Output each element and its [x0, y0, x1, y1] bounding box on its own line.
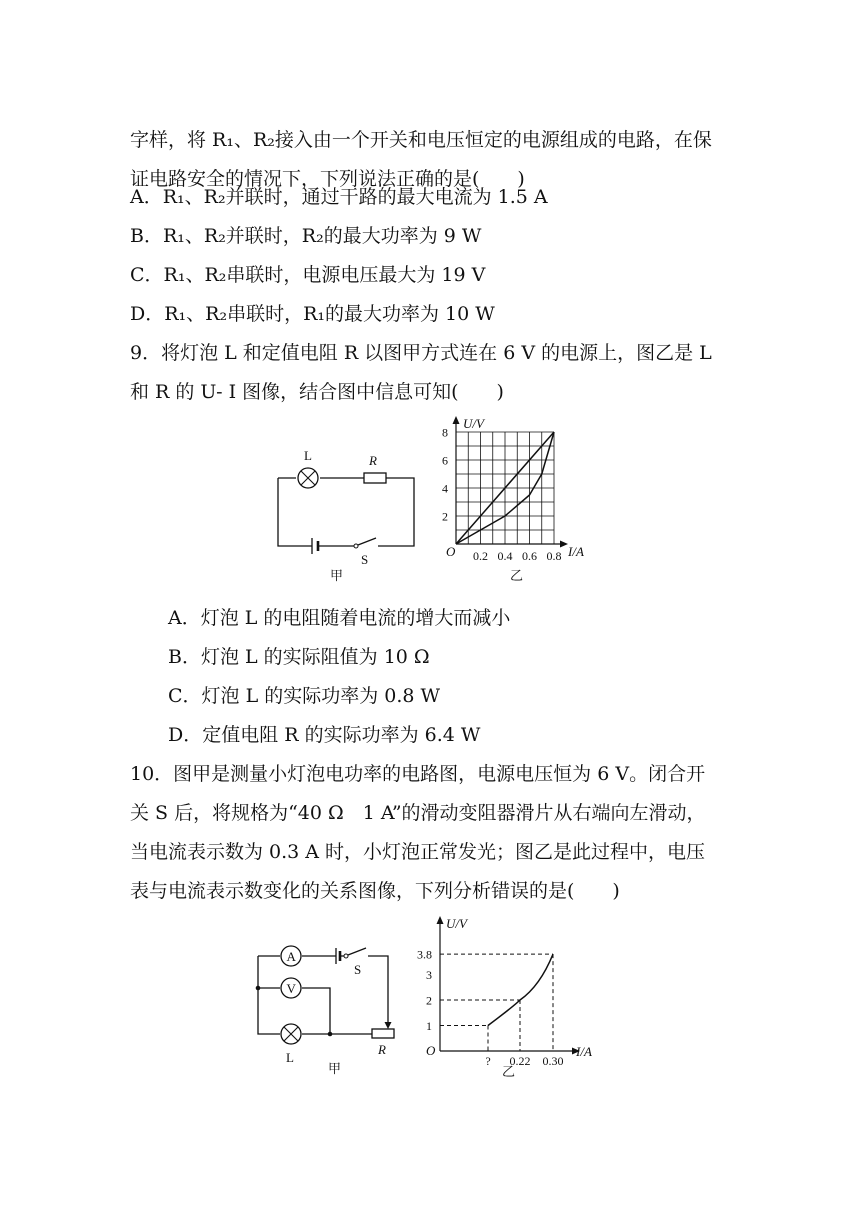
figure-caption-jia: 甲: [328, 1061, 342, 1076]
resistor-label: R: [378, 1042, 386, 1057]
x-tick-label: ?: [485, 1054, 491, 1068]
y-tick-label: 2: [442, 509, 448, 524]
svg-text:V: V: [286, 981, 296, 996]
q10-x-ticks: [485, 1054, 563, 1068]
switch-icon: [344, 948, 366, 958]
resistor-icon: [364, 473, 386, 483]
origin-label: O: [426, 1043, 436, 1058]
q9-y-ticks: [442, 426, 448, 524]
q9-stem-line-1: 9．将灯泡 L 和定值电阻 R 以图甲方式连在 6 V 的电源上，图乙是 L: [130, 342, 712, 364]
ammeter-icon: [281, 946, 301, 966]
figure-caption-jia: 甲: [330, 568, 344, 583]
x-tick-label: 0.4: [497, 549, 513, 563]
y-axis-arrow: [453, 416, 460, 424]
x-axis-arrow: [560, 541, 568, 548]
q8-option-b: B．R₁、R₂并联时，R₂的最大功率为 9 W: [130, 225, 482, 247]
svg-text:A: A: [286, 949, 296, 964]
x-tick-label: 0.30: [542, 1054, 564, 1068]
rheostat-icon: [372, 1006, 394, 1038]
y-tick-label: 3: [426, 968, 432, 982]
q10-stem-line-4: 表与电流表示数变化的关系图像，下列分析错误的是( ): [130, 880, 620, 902]
q9-option-b: B．灯泡 L 的实际阻值为 10 Ω: [168, 646, 430, 668]
q9-option-c: C．灯泡 L 的实际功率为 0.8 W: [168, 685, 441, 707]
figure-caption-yi: 乙: [510, 568, 524, 583]
q10-stem-line-2: 关 S 后，将规格为“40 Ω 1 A”的滑动变阻器滑片从右端向左滑动，: [130, 802, 706, 824]
y-tick-label: 1: [426, 1019, 432, 1033]
switch-icon: [354, 538, 376, 548]
q8-option-a: A．R₁、R₂并联时，通过干路的最大电流为 1.5 A: [130, 186, 548, 208]
y-axis-arrow: [437, 916, 444, 924]
lamp-label: L: [304, 448, 312, 463]
x-axis-label: I/A: [576, 1044, 592, 1059]
origin-label: O: [446, 544, 456, 559]
q10-ui-graph: [410, 912, 610, 1082]
x-tick-label: 0.8: [546, 549, 562, 563]
q8-stem-line-2: 证电路安全的情况下，下列说法正确的是( ): [130, 168, 525, 190]
q10-stem-line-1: 10．图甲是测量小灯泡电功率的电路图，电源电压恒为 6 V。闭合开: [130, 763, 706, 785]
y-tick-label: 8: [442, 425, 448, 440]
resistor-label: R: [369, 453, 377, 468]
x-tick-label: 0.22: [509, 1054, 531, 1068]
q9-stem-line-2: 和 R 的 U- I 图像，结合图中信息可知( ): [130, 381, 504, 403]
x-tick-label: 0.2: [473, 549, 488, 563]
y-tick-label: 2: [426, 993, 432, 1008]
y-tick-label: 6: [442, 453, 448, 468]
q9-option-a: A．灯泡 L 的电阻随着电流的增大而减小: [168, 607, 511, 629]
q8-option-d: D．R₁、R₂串联时，R₁的最大功率为 10 W: [130, 303, 495, 325]
switch-label: S: [354, 962, 362, 977]
switch-label: S: [361, 552, 369, 567]
q10-circuit-figure: [248, 930, 410, 1080]
q9-option-d: D．定值电阻 R 的实际功率为 6.4 W: [168, 724, 481, 746]
q10-y-ticks: [417, 948, 432, 1033]
lamp-icon: [281, 1024, 301, 1044]
y-axis-label: U/V: [446, 916, 467, 931]
q10-guide-lines: [440, 954, 553, 1051]
q9-x-ticks: [473, 549, 562, 563]
voltmeter-icon: [281, 978, 301, 998]
lamp-label: L: [286, 1050, 294, 1065]
q9-circuit-figure: [268, 440, 428, 590]
battery-icon: [312, 538, 318, 554]
q10-stem-line-3: 当电流表示数为 0.3 A 时，小灯泡正常发光；图乙是此过程中，电压: [130, 841, 706, 863]
battery-icon: [336, 948, 340, 964]
y-tick-label: 4: [442, 481, 448, 496]
x-tick-label: 0.6: [522, 549, 537, 563]
y-axis-label: U/V: [463, 416, 484, 431]
figure-caption-yi: 乙: [502, 1064, 516, 1079]
q9-ui-graph: [430, 412, 600, 587]
q8-option-c: C．R₁、R₂串联时，电源电压最大为 19 V: [130, 264, 486, 286]
y-tick-label: 3.8: [417, 947, 432, 962]
lamp-icon: [298, 468, 318, 488]
q8-stem-line-1: 字样，将 R₁、R₂接入由一个开关和电压恒定的电源组成的电路，在保: [130, 129, 712, 151]
x-axis-label: I/A: [568, 544, 584, 559]
